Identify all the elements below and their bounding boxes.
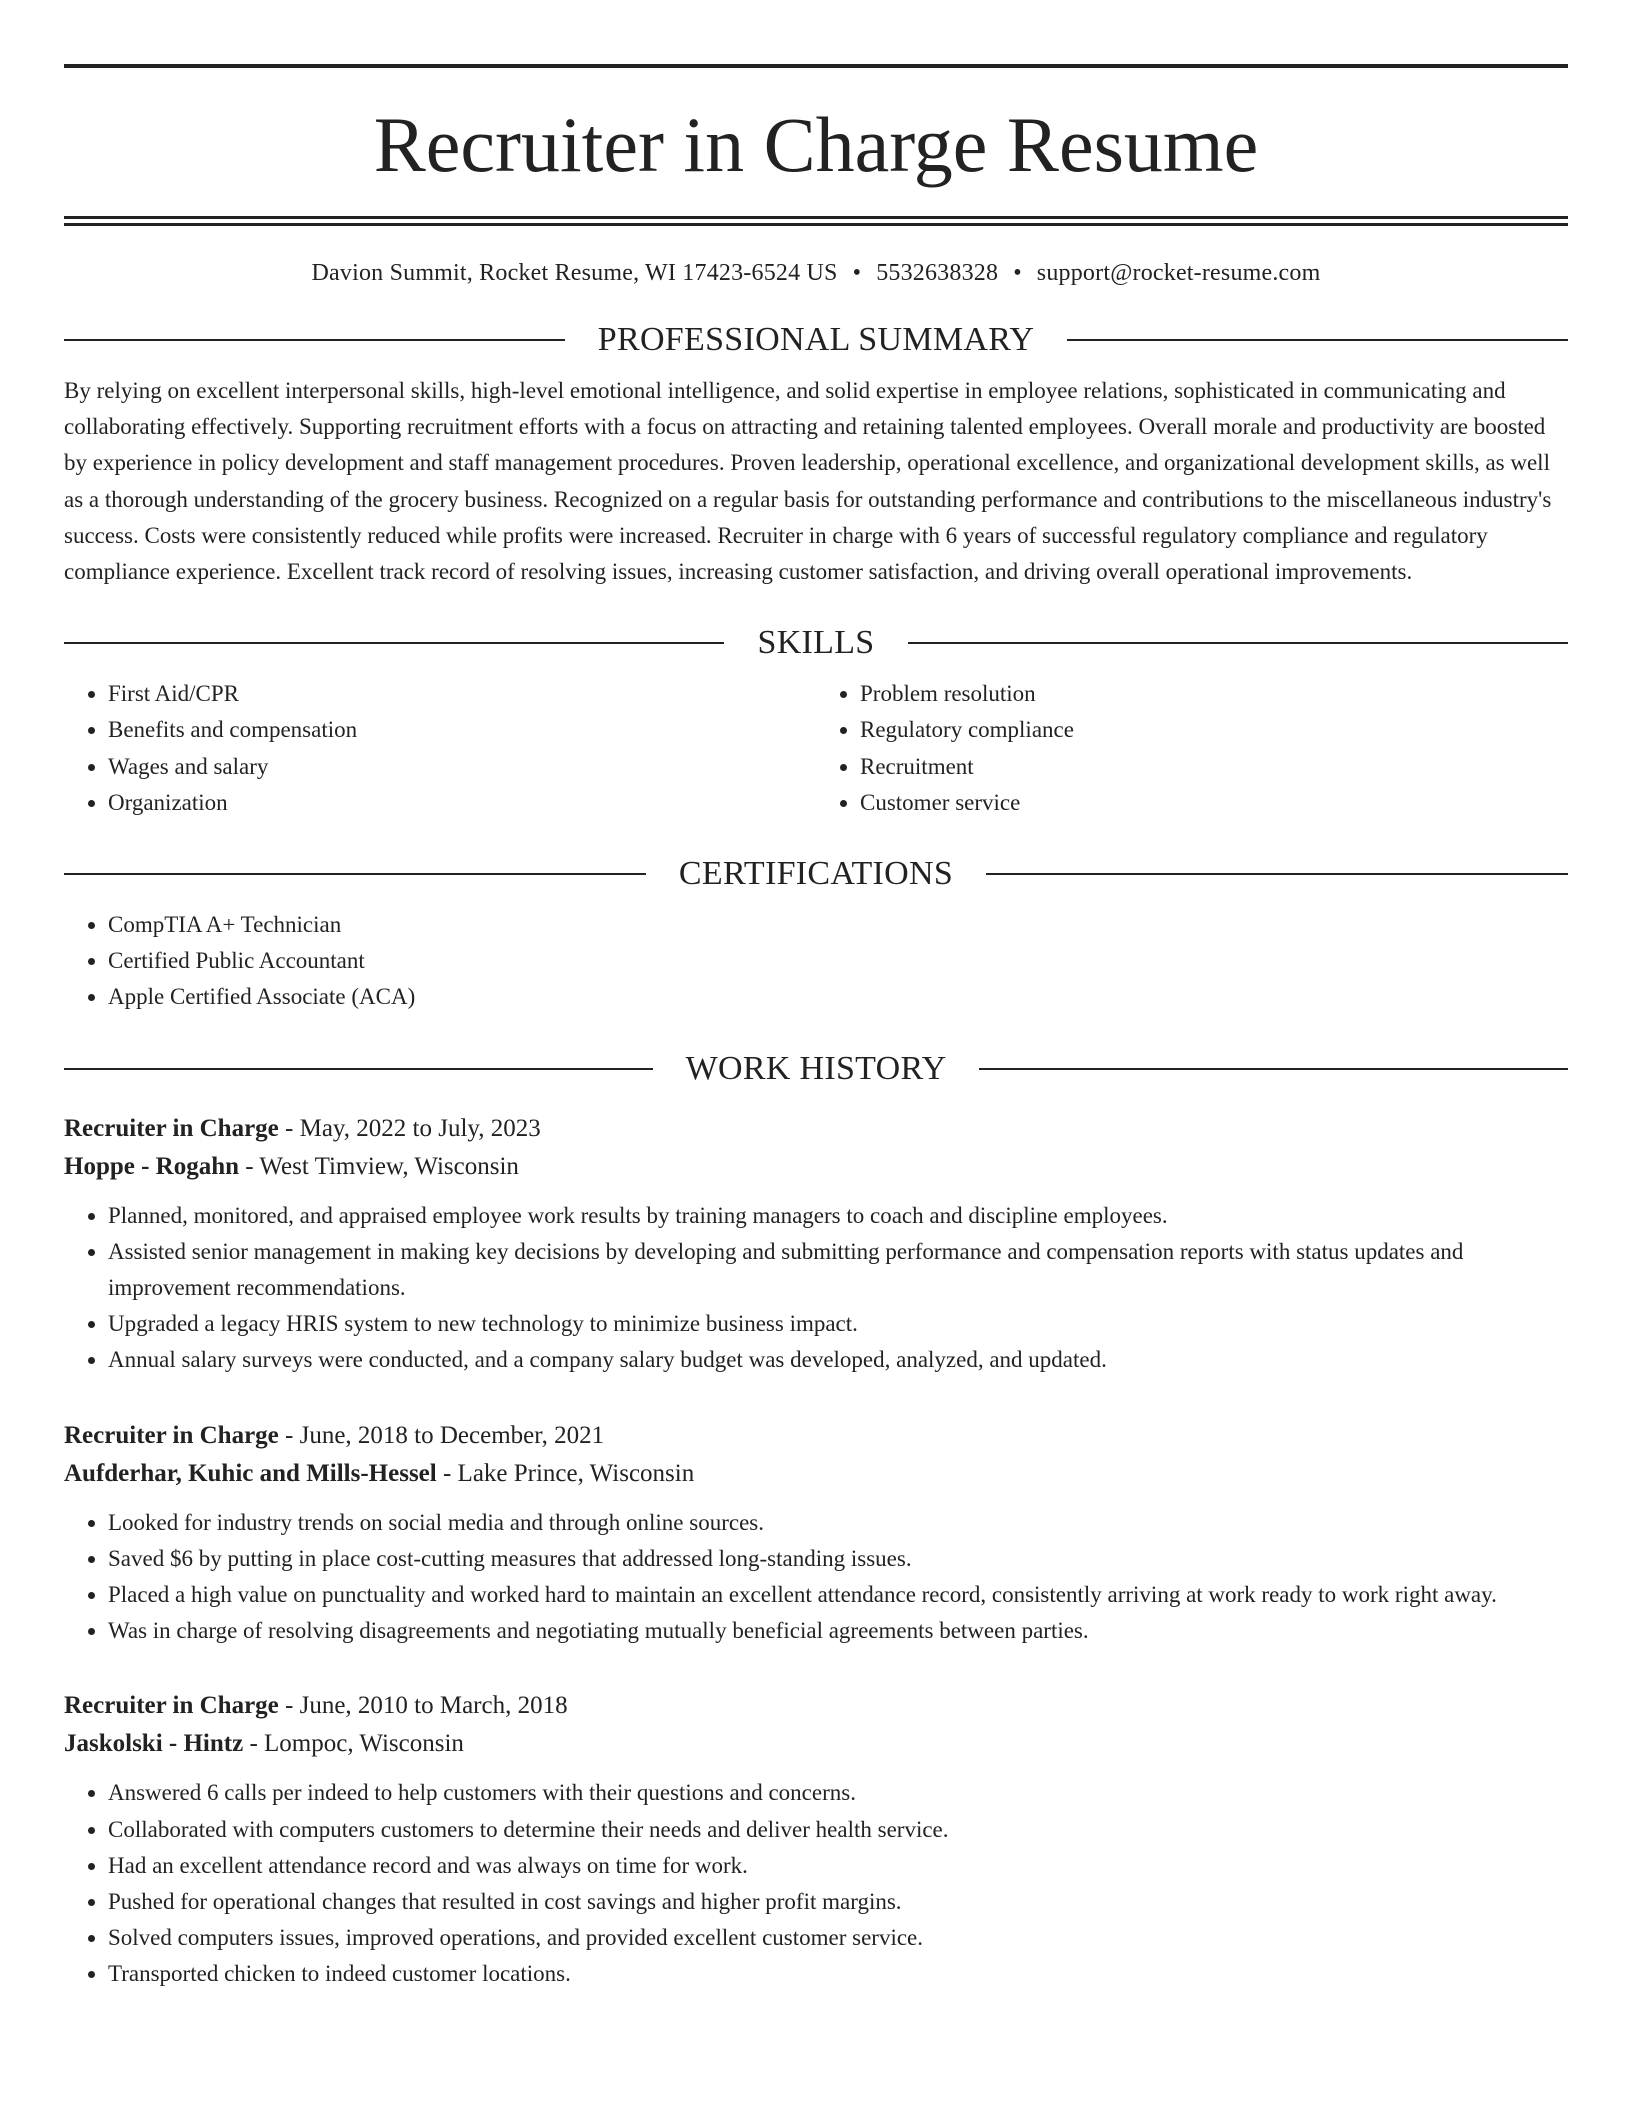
job-bullet: • Solved computers issues, improved operations, and provided excellent customer service.	[108, 1920, 1568, 1956]
job-bullets	[64, 1505, 1568, 1650]
job-bullet: • Pushed for operational changes that resulted in cost savings and higher profit margins.	[108, 1884, 1568, 1920]
resume-page	[64, 64, 1568, 1993]
certifications-section-heading	[64, 855, 1568, 893]
certification-item: • Certified Public Accountant	[108, 943, 1568, 979]
section-title: SKILLS	[757, 624, 875, 662]
resume-title: Recruiter in Charge Resume	[373, 101, 1259, 188]
contact-separator: •	[852, 260, 862, 286]
skill-item: • Organization	[108, 785, 816, 821]
job-bullet: • Was in charge of resolving disagreements and negotiating mutually beneficial agreements between parties.	[108, 1613, 1568, 1649]
job-entry	[64, 1110, 1568, 1379]
job-company: Jaskolski - Hintz	[64, 1730, 244, 1758]
heading-rule-left	[64, 642, 724, 644]
skill-item: • Recruitment	[860, 749, 1568, 785]
heading-rule-right	[908, 642, 1568, 644]
skill-item: • Benefits and compensation	[108, 712, 816, 748]
job-company: Hoppe - Rogahn	[64, 1152, 240, 1180]
job-dates: - June, 2018 to December, 2021	[278, 1421, 605, 1449]
heading-rule-right	[979, 1068, 1568, 1070]
job-bullet: • Answered 6 calls per indeed to help customers with their questions and concerns.	[108, 1775, 1568, 1811]
job-bullets	[64, 1775, 1568, 1992]
job-location: - Lompoc, Wisconsin	[243, 1730, 464, 1758]
skill-item: • Regulatory compliance	[860, 712, 1568, 748]
heading-rule-left	[64, 339, 565, 341]
skill-item: • Problem resolution	[860, 676, 1568, 712]
job-title-line	[64, 1687, 1568, 1725]
job-entry	[64, 1687, 1568, 1992]
job-dates: - May, 2022 to July, 2023	[278, 1114, 541, 1142]
skill-item: • Wages and salary	[108, 749, 816, 785]
heading-rule-left	[64, 873, 646, 875]
certifications-list	[64, 907, 1568, 1016]
skills-column-right	[816, 676, 1568, 821]
job-bullet: • Had an excellent attendance record and was always on time for work.	[108, 1848, 1568, 1884]
job-bullet: • Annual salary surveys were conducted, and a company salary budget was developed, analyzed, and updated.	[108, 1342, 1568, 1378]
job-bullets	[64, 1198, 1568, 1379]
job-location: - Lake Prince, Wisconsin	[436, 1459, 695, 1487]
job-bullet: • Assisted senior management in making key decisions by developing and submitting performance and compensation reports with status updates and improvement recommendations.	[108, 1234, 1568, 1306]
certification-item: • CompTIA A+ Technician	[108, 907, 1568, 943]
skills-column-left	[64, 676, 816, 821]
job-bullet: • Looked for industry trends on social media and through online sources.	[108, 1505, 1568, 1541]
job-company: Aufderhar, Kuhic and Mills-Hessel	[64, 1459, 437, 1487]
contact-address: Davion Summit, Rocket Resume, WI 17423-6524 US	[311, 260, 838, 286]
title-double-rule	[64, 216, 1568, 226]
heading-rule-right	[986, 873, 1568, 875]
job-title: Recruiter in Charge	[64, 1421, 279, 1449]
skill-item: • First Aid/CPR	[108, 676, 816, 712]
job-bullet: • Placed a high value on punctuality and worked hard to maintain an excellent attendance record, consistently arriving at work ready to work right away.	[108, 1577, 1568, 1613]
job-dates: - June, 2010 to March, 2018	[278, 1692, 568, 1720]
job-company-line	[64, 1455, 1568, 1493]
work-history-section-heading	[64, 1050, 1568, 1088]
section-title: CERTIFICATIONS	[678, 855, 954, 893]
summary-text: By relying on excellent interpersonal skills, high-level emotional intelligence, and solid expertise in employee relations, sophisticated in communicating and collaborating effectively. Supporting recruitment efforts with a focus on attracting and retaining talented employees. Overall morale and productivity are boosted by experience in policy development and staff management procedures. Proven leadership, operational excellence, and organizational development skills, as well as a thorough understanding of the grocery business. Recognized on a regular basis for outstanding performance and contributions to the miscellaneous industry's success. Costs were consistently reduced while profits were increased. Recruiter in charge with 6 years of successful regulatory compliance and regulatory compliance experience. Excellent track record of resolving issues, increasing customer satisfaction, and driving overall operational improvements.	[64, 378, 1552, 585]
skills-list	[64, 676, 1568, 821]
job-title-line	[64, 1417, 1568, 1455]
skill-item: • Customer service	[860, 785, 1568, 821]
job-bullet: • Upgraded a legacy HRIS system to new technology to minimize business impact.	[108, 1306, 1568, 1342]
job-company-line	[64, 1148, 1568, 1186]
job-bullet: • Saved $6 by putting in place cost-cutting measures that addressed long-standing issues.	[108, 1541, 1568, 1577]
job-location: - West Timview, Wisconsin	[239, 1152, 519, 1180]
job-title-line	[64, 1110, 1568, 1148]
heading-rule-right	[1067, 339, 1568, 341]
contact-email: support@rocket-resume.com	[1036, 260, 1321, 286]
job-entry	[64, 1417, 1568, 1650]
certification-item: • Apple Certified Associate (ACA)	[108, 979, 1568, 1015]
skills-section-heading	[64, 624, 1568, 662]
section-title: PROFESSIONAL SUMMARY	[597, 321, 1035, 358]
job-bullet: • Planned, monitored, and appraised employee work results by training managers to coach and discipline employees.	[108, 1198, 1568, 1234]
job-title: Recruiter in Charge	[64, 1692, 279, 1720]
contact-line	[64, 260, 1568, 287]
job-company-line	[64, 1725, 1568, 1763]
summary-section-heading	[64, 321, 1568, 359]
contact-phone: 5532638328	[876, 260, 999, 286]
section-title: WORK HISTORY	[685, 1049, 947, 1087]
heading-rule-left	[64, 1068, 653, 1070]
top-rule	[64, 64, 1568, 68]
job-title: Recruiter in Charge	[64, 1114, 279, 1142]
contact-separator: •	[1013, 260, 1022, 286]
job-bullet: • Transported chicken to indeed customer locations.	[108, 1956, 1568, 1992]
job-bullet: • Collaborated with computers customers to determine their needs and deliver health service.	[108, 1812, 1568, 1848]
